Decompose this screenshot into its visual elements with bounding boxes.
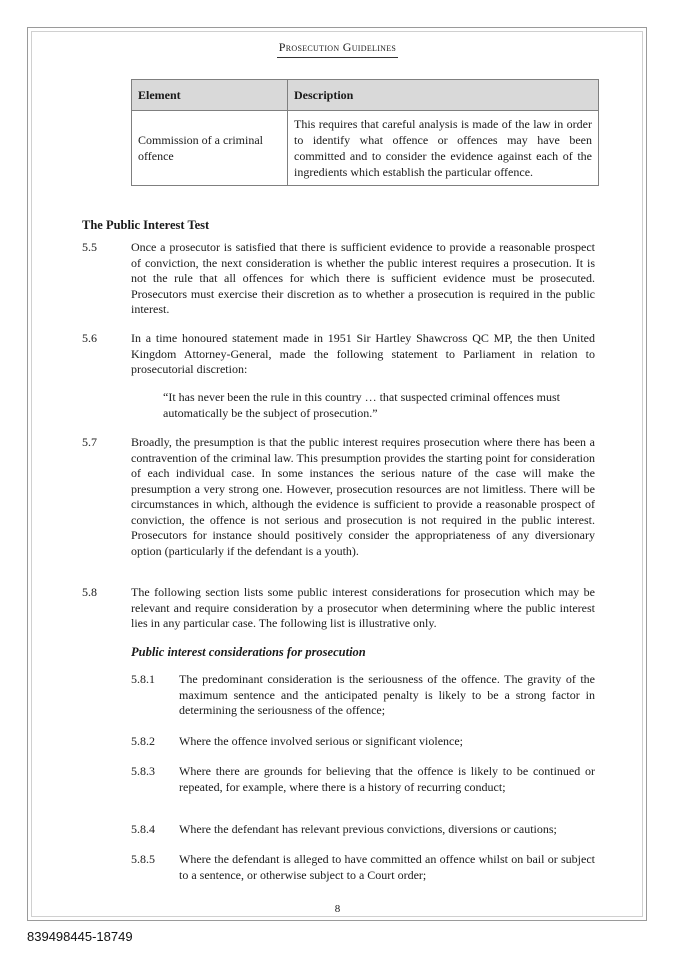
paragraph-text: The following section lists some public interest considerations for prosecution which may be relevant and require consideration by a prosecutor when determining where the public interest lies in any particular case. The following list is illustrative only.: [131, 585, 595, 630]
table-row: [132, 111, 599, 186]
running-header: [0, 40, 675, 58]
paragraph-5-6: [82, 331, 595, 378]
paragraph-5-8: [82, 585, 595, 632]
list-item-text: Where the defendant is alleged to have committed an offence whilst on bail or subject to a sentence, or otherwise subject to a Court order;: [179, 852, 595, 882]
paragraph-number: 5.6: [82, 331, 97, 345]
paragraph-number: 5.7: [82, 435, 97, 449]
list-item-number: 5.8.3: [131, 764, 155, 778]
list-item-text: The predominant consideration is the seriousness of the offence. The gravity of the maximum sentence and the anticipated penalty is likely to be a strong factor in determining the seriousness of the offence;: [179, 672, 595, 717]
list-item-text: Where the defendant has relevant previous convictions, diversions or cautions;: [179, 822, 557, 836]
subsection-heading: Public interest considerations for prosecution: [131, 645, 366, 659]
table-cell-element: Commission of a criminal offence: [132, 111, 288, 186]
column-header-description: Description: [288, 80, 599, 111]
running-header-title: Prosecution Guidelines: [277, 40, 398, 58]
block-quote: “It has never been the rule in this country … that suspected criminal offences must automatically be the subject of prosecution.”: [163, 390, 560, 420]
elements-table: [131, 79, 599, 186]
list-item-5-8-2: [131, 734, 595, 750]
paragraph-5-7: [82, 435, 595, 559]
list-item-text: Where there are grounds for believing that the offence is likely to be continued or repeated, for example, where there is a history of recurring conduct;: [179, 764, 595, 794]
paragraph-text: Broadly, the presumption is that the public interest requires prosecution where there has been a contravention of the criminal law. This presumption provides the starting point for consideration of each individual case. In some instances the serious nature of the case will make the presumption a very strong one. However, prosecution resources are not limitless. There will be circumstances in which, although the evidence is sufficient to provide a reasonable prospect of conviction, the offence is not serious and prosecution is not required in the public interest. Prosecutors for instance should positively consider the appropriateness of any diversionary option (particularly if the defendant is a youth).: [131, 435, 595, 558]
list-item-5-8-3: [131, 764, 595, 795]
column-header-element: Element: [132, 80, 288, 111]
document-id: 839498445-18749: [27, 929, 133, 944]
paragraph-5-5: [82, 240, 595, 318]
list-item-number: 5.8.5: [131, 852, 155, 866]
paragraph-text: Once a prosecutor is satisfied that there is sufficient evidence to provide a reasonable prospect of conviction, the next consideration is whether the public interest requires a prosecution. It is not the rule that all offences for which there is sufficient evidence must be prosecuted. Prosecutors must exercise their discretion as to whether a prosecution is required in the public interest.: [131, 240, 595, 316]
paragraph-text: In a time honoured statement made in 1951 Sir Hartley Shawcross QC MP, the then United Kingdom Attorney-General, made the following statement to Parliament in relation to prosecutorial discretion:: [131, 331, 595, 376]
list-item-5-8-5: [131, 852, 595, 883]
list-item-text: Where the offence involved serious or significant violence;: [179, 734, 464, 748]
list-item-number: 5.8.1: [131, 672, 155, 686]
page-number: 8: [334, 903, 341, 915]
list-item-number: 5.8.4: [131, 822, 155, 836]
list-item-5-8-1: [131, 672, 595, 719]
paragraph-number: 5.5: [82, 240, 97, 254]
table-header-row: [132, 80, 599, 111]
list-item-5-8-4: [131, 822, 595, 838]
section-heading: The Public Interest Test: [82, 218, 210, 232]
list-item-number: 5.8.2: [131, 734, 155, 748]
paragraph-number: 5.8: [82, 585, 97, 599]
table-cell-description: This requires that careful analysis is made of the law in order to identify what offence or offences may have been committed and to consider the evidence against each of the ingredients which establish the particular offence.: [288, 111, 599, 186]
